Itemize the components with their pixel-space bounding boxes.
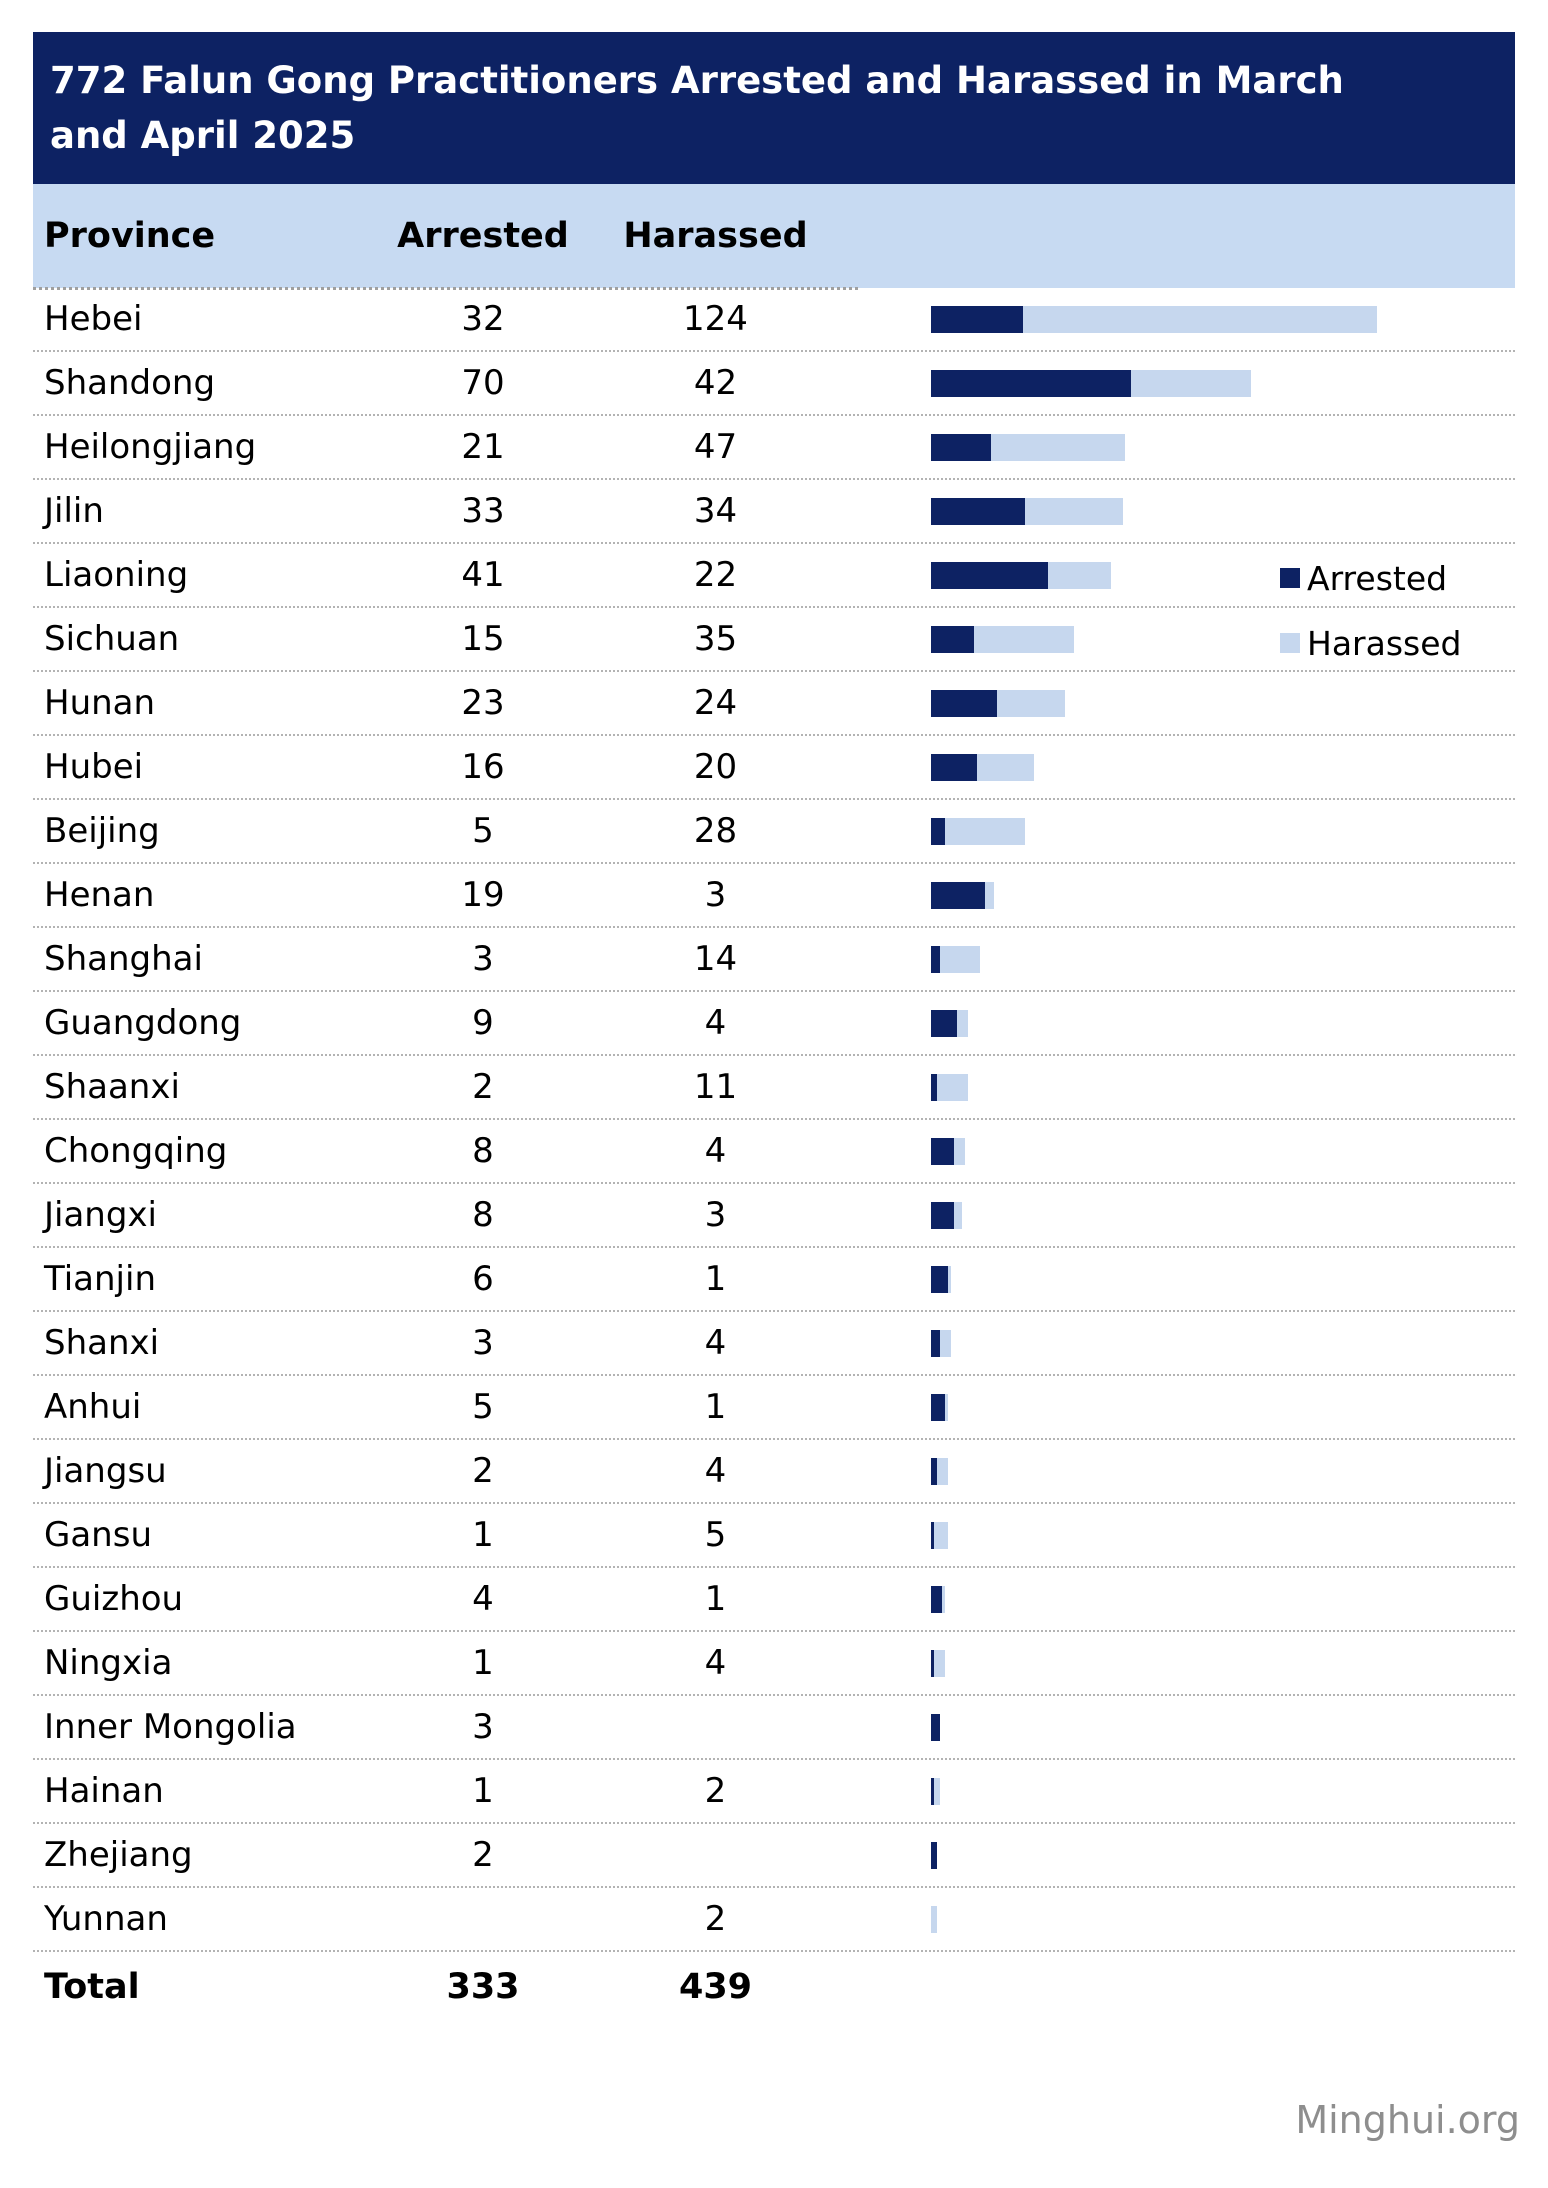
harassed-value: 2 [704,1771,727,1811]
harassed-value: 5 [704,1515,727,1555]
table-row [33,1824,1515,1888]
table-row [33,736,1515,800]
arrested-value: 15 [461,619,505,659]
arrested-value: 8 [472,1195,494,1235]
arrested-bar-segment [931,882,985,909]
row-bar [858,1184,1515,1246]
row-bar [858,1888,1515,1950]
row-bar [858,1824,1515,1886]
harassed-bar-segment [1025,498,1122,525]
province-name: Jilin [44,491,104,531]
arrested-value: 9 [472,1003,494,1043]
harassed-bar-segment [985,882,994,909]
harassed-bar-segment [954,1202,963,1229]
arrested-value: 2 [472,1067,494,1107]
arrested-value: 5 [472,1387,494,1427]
table-row [33,928,1515,992]
title-bar [33,32,1515,184]
table-row [33,1248,1515,1312]
row-bar [858,1568,1515,1630]
arrested-value: 70 [461,363,505,403]
arrested-bar-segment [931,1842,937,1869]
harassed-value: 1 [704,1579,727,1619]
arrested-bar-segment [931,1586,942,1613]
harassed-value: 20 [693,747,738,787]
province-name: Beijing [44,811,160,851]
col-header-province: Province [44,216,216,256]
col-header-harassed: Harassed [623,216,808,256]
arrested-value: 1 [472,1643,494,1683]
province-name: Jiangxi [44,1195,158,1235]
row-bar [858,992,1515,1054]
harassed-value: 34 [693,491,738,531]
harassed-bar-segment [948,1266,951,1293]
legend-item-harassed [1280,623,1461,663]
arrested-bar-segment [931,1010,957,1037]
harassed-value: 1 [704,1259,727,1299]
chart-title: 772 Falun Gong Practitioners Arrested and Harassed in March and April 2025 [50,58,1344,157]
chart-legend [1280,558,1461,688]
province-name: Heilongjiang [44,427,257,467]
arrested-bar-segment [931,498,1025,525]
harassed-bar-segment [977,754,1034,781]
arrested-bar-segment [931,1330,940,1357]
legend-label-arrested: Arrested [1307,558,1448,598]
total-label: Total [44,1967,140,2007]
harassed-bar-segment [997,690,1066,717]
table-row [33,1312,1515,1376]
harassed-bar-segment [945,818,1025,845]
harassed-value: 22 [693,555,738,595]
arrested-bar-segment [931,370,1131,397]
row-bar [858,736,1515,798]
province-name: Anhui [44,1387,142,1427]
province-name: Hebei [44,299,143,339]
row-bar [858,1504,1515,1566]
harassed-value: 4 [704,1323,727,1363]
harassed-bar-segment [940,1330,951,1357]
harassed-bar-segment [934,1650,945,1677]
arrested-value: 2 [472,1835,494,1875]
row-bar [858,1312,1515,1374]
harassed-value: 11 [693,1067,738,1107]
arrested-value: 33 [461,491,505,531]
total-row [33,1952,1515,2022]
table-row [33,1888,1515,1952]
harassed-bar-segment [954,1138,965,1165]
harassed-value: 4 [704,1451,727,1491]
row-bar [858,1440,1515,1502]
arrested-value: 3 [472,939,494,979]
arrested-bar-segment [931,690,997,717]
total-arrested-value: 333 [446,1967,520,2007]
province-name: Guangdong [44,1003,242,1043]
table-row [33,1440,1515,1504]
province-name: Chongqing [44,1131,228,1171]
row-bar [858,928,1515,990]
harassed-bar-segment [991,434,1125,461]
harassed-value: 4 [704,1131,727,1171]
arrested-value: 3 [472,1707,494,1747]
arrested-swatch-icon [1280,568,1300,588]
arrested-value: 23 [461,683,505,723]
harassed-value: 28 [693,811,738,851]
harassed-value: 42 [693,363,738,403]
harassed-value: 3 [704,1195,727,1235]
harassed-value: 24 [693,683,738,723]
harassed-bar-segment [1131,370,1251,397]
arrested-value: 41 [461,555,505,595]
watermark: Minghui.org [1295,2098,1520,2142]
col-header-arrested: Arrested [397,216,569,256]
harassed-bar-segment [942,1586,945,1613]
arrested-value: 5 [472,811,494,851]
row-bar [858,1760,1515,1822]
province-name: Hunan [44,683,156,723]
arrested-bar-segment [931,1394,945,1421]
province-name: Gansu [44,1515,152,1555]
province-name: Shaanxi [44,1067,180,1107]
harassed-bar-segment [940,946,980,973]
row-bar [858,1696,1515,1758]
harassed-bar-segment [931,1906,937,1933]
arrested-bar-segment [931,1714,940,1741]
province-name: Ningxia [44,1643,173,1683]
table-row [33,480,1515,544]
harassed-swatch-icon [1280,633,1300,653]
arrested-bar-segment [931,626,974,653]
row-bar [858,1056,1515,1118]
harassed-bar-segment [1048,562,1111,589]
harassed-value: 1 [704,1387,727,1427]
harassed-bar-segment [1023,306,1378,333]
harassed-bar-segment [974,626,1074,653]
table-row [33,800,1515,864]
province-name: Guizhou [44,1579,184,1619]
row-bar [858,480,1515,542]
table-row [33,1632,1515,1696]
table-row [33,1056,1515,1120]
harassed-bar-segment [937,1458,948,1485]
column-header-row [33,184,1515,288]
harassed-bar-segment [937,1074,968,1101]
row-bar [858,1632,1515,1694]
row-bar [858,416,1515,478]
row-bar [858,800,1515,862]
province-name: Hainan [44,1771,164,1811]
harassed-value: 35 [693,619,738,659]
arrested-value: 32 [461,299,505,339]
table-row [33,1120,1515,1184]
arrested-value: 2 [472,1451,494,1491]
total-harassed-value: 439 [678,1967,753,2007]
harassed-bar-segment [957,1010,968,1037]
row-bar [858,288,1515,350]
arrested-bar-segment [931,562,1048,589]
harassed-bar-segment [934,1522,948,1549]
harassed-value: 124 [683,299,748,339]
arrested-value: 6 [472,1259,494,1299]
harassed-value: 4 [704,1643,727,1683]
harassed-value: 3 [704,875,727,915]
province-name: Sichuan [44,619,180,659]
arrested-bar-segment [931,1138,954,1165]
table-row [33,1376,1515,1440]
province-name: Shandong [44,363,216,403]
province-name: Shanghai [44,939,203,979]
arrested-value: 8 [472,1131,494,1171]
table-row [33,1568,1515,1632]
harassed-value: 14 [693,939,738,979]
province-name: Yunnan [44,1899,168,1939]
table-row [33,288,1515,352]
row-bar [858,1248,1515,1310]
table-body [33,288,1515,1952]
arrested-bar-segment [931,946,940,973]
table-row [33,1760,1515,1824]
arrested-value: 1 [472,1515,494,1555]
harassed-value: 2 [704,1899,727,1939]
province-name: Hubei [44,747,144,787]
province-name: Zhejiang [44,1835,193,1875]
table-row [33,992,1515,1056]
arrested-value: 3 [472,1323,494,1363]
arrested-value: 1 [472,1771,494,1811]
table-row [33,416,1515,480]
province-name: Jiangsu [44,1451,167,1491]
content-area [33,32,1515,2022]
harassed-bar-segment [945,1394,948,1421]
province-name: Inner Mongolia [44,1707,297,1747]
table-row [33,1696,1515,1760]
legend-label-harassed: Harassed [1307,623,1462,663]
table-row [33,864,1515,928]
legend-item-arrested [1280,558,1461,598]
arrested-bar-segment [931,1266,948,1293]
arrested-bar-segment [931,754,977,781]
harassed-value: 47 [693,427,738,467]
arrested-bar-segment [931,818,945,845]
row-bar [858,864,1515,926]
table-row [33,1184,1515,1248]
arrested-bar-segment [931,434,991,461]
row-bar [858,352,1515,414]
province-name: Tianjin [44,1259,156,1299]
province-name: Liaoning [44,555,189,595]
table-row [33,1504,1515,1568]
arrested-value: 19 [461,875,505,915]
harassed-value: 4 [704,1003,727,1043]
row-bar [858,1120,1515,1182]
province-name: Shanxi [44,1323,160,1363]
arrested-bar-segment [931,306,1023,333]
arrested-bar-segment [931,1202,954,1229]
table-row [33,352,1515,416]
province-name: Henan [44,875,155,915]
arrested-value: 16 [461,747,505,787]
arrested-value: 21 [461,427,505,467]
harassed-bar-segment [934,1778,940,1805]
arrested-value: 4 [472,1579,494,1619]
row-bar [858,1376,1515,1438]
